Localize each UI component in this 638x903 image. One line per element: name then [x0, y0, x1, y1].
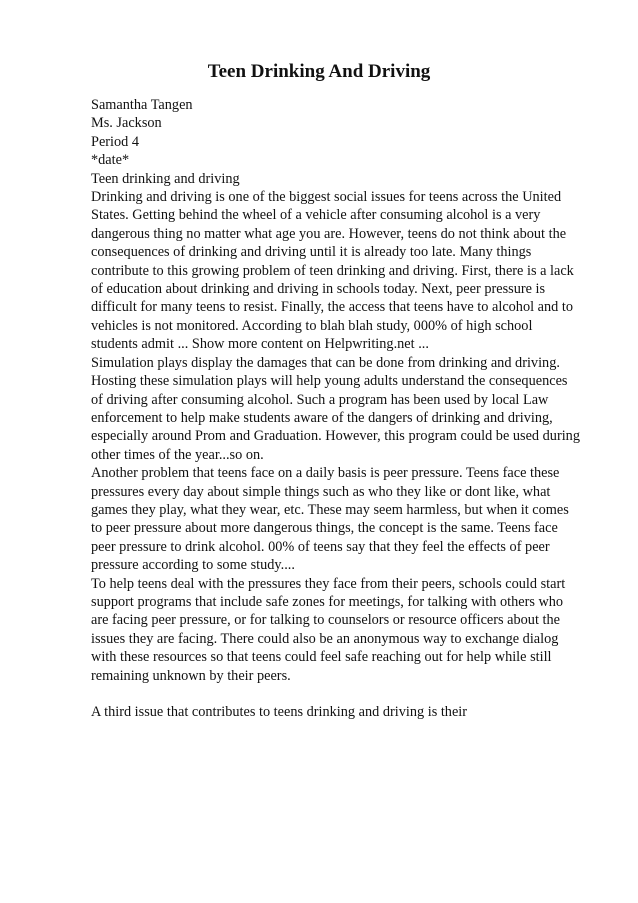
- text-line: pressures every day about simple things such as who they like or dont like, what: [91, 483, 551, 500]
- text-line: pressure according to some study....: [91, 557, 295, 574]
- document-body: [91, 96, 601, 722]
- text-line: Another problem that teens face on a daily basis is peer pressure. Teens face these: [91, 465, 560, 482]
- text-line: to peer pressure about more dangerous things, the concept is the same. Teens face: [91, 520, 558, 537]
- teacher-name: Ms. Jackson: [91, 115, 162, 132]
- text-line: To help teens deal with the pressures they face from their peers, schools could start: [91, 575, 566, 592]
- text-line: A third issue that contributes to teens drinking and driving is their: [91, 704, 468, 721]
- text-line: of education about drinking and driving in schools today. Next, peer pressure is: [91, 281, 546, 298]
- text-line: consequences of drinking and driving until it is already too late. Many things: [91, 244, 532, 261]
- author-name: Samantha Tangen: [91, 97, 193, 113]
- paragraph-1: [91, 188, 601, 354]
- text-line: Drinking and driving is one of the biggest social issues for teens across the United: [91, 189, 562, 206]
- header-block: [91, 96, 601, 188]
- text-line: contribute to this growing problem of teen drinking and driving. First, there is a lack: [91, 262, 574, 279]
- text-line: enforcement to help make students aware of the dangers of drinking and driving,: [91, 409, 553, 426]
- paragraph-2: [91, 354, 601, 464]
- text-line: remaining unknown by their peers.: [91, 667, 291, 684]
- text-line: peer pressure to drink alcohol. 00% of teens say that they feel the effects of peer: [91, 538, 550, 555]
- date-placeholder: *date*: [91, 152, 130, 169]
- text-line: vehicles is not monitored. According to blah blah study, 000% of high school: [91, 317, 533, 334]
- page-title: Teen Drinking And Driving: [207, 61, 431, 82]
- text-line: with these resources so that teens could feel safe reaching out for help while still: [91, 649, 552, 666]
- text-line: students admit ... Show more content on Helpwriting.net ...: [91, 336, 429, 353]
- class-period: Period 4: [91, 133, 140, 150]
- text-line: difficult for many teens to resist. Finally, the access that teens have to alcohol and to: [91, 299, 573, 316]
- text-line: Simulation plays display the damages that can be done from drinking and driving.: [91, 354, 560, 371]
- paragraph-3: [91, 464, 601, 574]
- text-line: issues they are facing. There could also be an anonymous way to exchange dialog: [91, 630, 559, 647]
- text-line: Hosting these simulation plays will help young adults understand the consequences: [91, 373, 568, 390]
- text-line: dangerous thing no matter what age you are. However, teens do not think about the: [91, 225, 567, 242]
- text-line: support programs that include safe zones for meetings, for talking with others who: [91, 593, 564, 610]
- text-line: other times of the year...so on.: [91, 446, 264, 463]
- text-line: States. Getting behind the wheel of a vehicle after consuming alcohol is a very: [91, 207, 541, 224]
- paragraph-5: [91, 703, 601, 721]
- text-line: especially around Prom and Graduation. However, this program could be used during: [91, 428, 580, 445]
- text-line: games they play, what they wear, etc. These may seem harmless, but when it comes: [91, 501, 569, 518]
- text-line: of driving after consuming alcohol. Such a program has been used by local Law: [91, 391, 549, 408]
- paragraph-spacer: [91, 685, 601, 703]
- essay-subtitle: Teen drinking and driving: [91, 170, 240, 187]
- text-line: are facing peer pressure, or for talking to counselors or resource officers about the: [91, 612, 560, 629]
- paragraph-4: [91, 575, 601, 685]
